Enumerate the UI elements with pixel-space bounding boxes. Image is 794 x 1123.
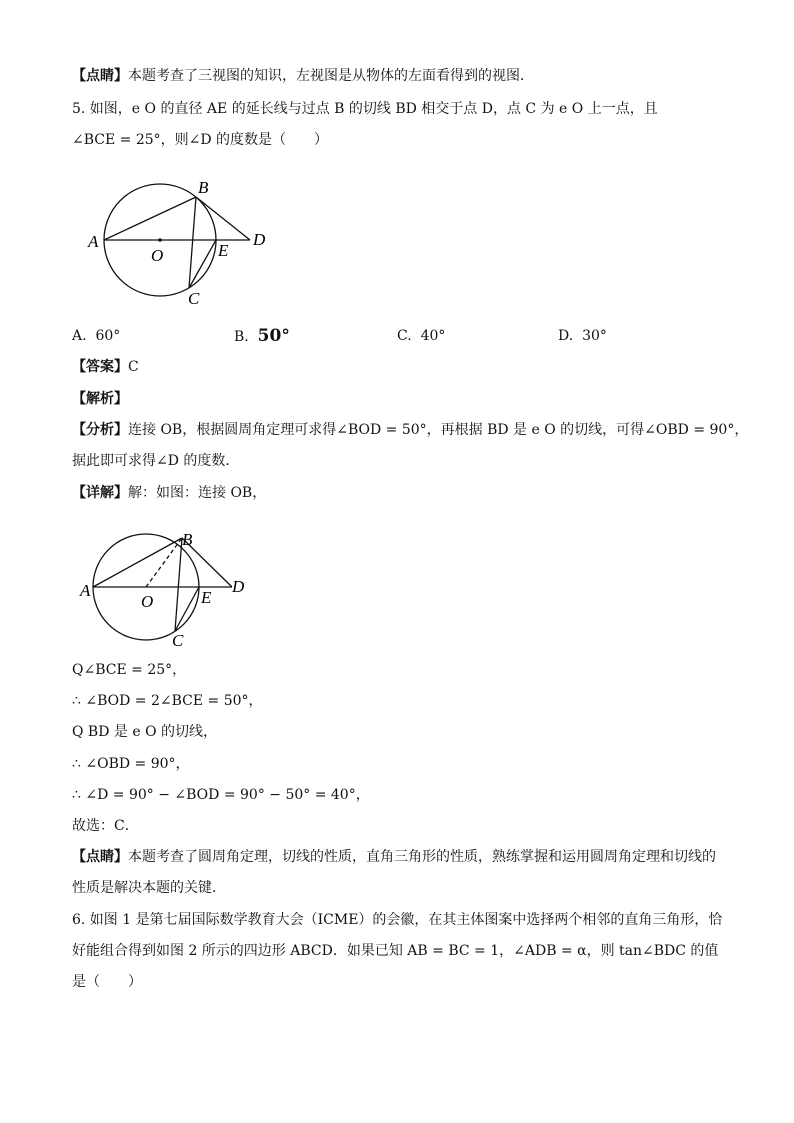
label-c: C	[188, 289, 200, 308]
segment-ce	[189, 240, 216, 288]
option-b-letter: B.	[234, 329, 249, 345]
dianjing-text: 本题考查了三视图的知识，左视图是从物体的左面看得到的视图．	[128, 68, 534, 84]
option-c-value: 40°	[420, 328, 446, 344]
dianjing-tag-2: 【点睛】	[72, 849, 128, 865]
answer-line	[72, 357, 139, 377]
answer-value: C	[128, 359, 139, 375]
fenxi-line1	[72, 420, 748, 440]
q5-stem-line1: 5. 如图，e O 的直径 AE 的延长线与过点 B 的切线 BD 相交于点 D，点 C 为 e O 上一点，且	[72, 101, 658, 117]
option-c[interactable]	[397, 326, 445, 346]
q6-stem-line2: 好能组合得到如图 2 所示的四边形 ABCD．如果已知 AB = BC = 1，∠ADB = α，则 tan∠BDC 的值	[72, 943, 719, 959]
analysis-tag: 【解析】	[72, 391, 128, 407]
label-c-2: C	[172, 631, 184, 650]
step-2: ∴ ∠BOD = 2∠BCE = 50°，	[72, 693, 263, 709]
dianjing-line2: 性质是解决本题的关键．	[72, 880, 226, 896]
label-d: D	[253, 230, 266, 249]
option-c-letter: C.	[397, 328, 412, 344]
step-4: ∴ ∠OBD = 90°，	[72, 756, 190, 772]
segment-bc	[189, 197, 196, 288]
segment-ob-dashed	[146, 538, 182, 587]
label-e: E	[218, 241, 229, 260]
dianjing-note	[72, 66, 534, 86]
xiangjie-line	[72, 483, 266, 503]
option-d-value: 30°	[582, 328, 607, 344]
q5-figure-1	[84, 174, 284, 310]
dianjing-line1	[72, 847, 716, 867]
label-b: B	[198, 178, 209, 197]
q5-options	[72, 326, 632, 348]
answer-tag: 【答案】	[72, 359, 128, 375]
q6-stem-line3: 是（ ）	[72, 974, 142, 990]
segment-bc-2	[175, 538, 182, 631]
label-a-2: A	[80, 581, 91, 600]
step-5: ∴ ∠D = 90° − ∠BOD = 90° − 50° = 40°，	[72, 787, 370, 803]
option-b-value: 50°	[257, 326, 290, 346]
xiangjie-tag: 【详解】	[72, 485, 128, 501]
q6-stem-line1: 6. 如图 1 是第七届国际数学教育大会（ICME）的会徽，在其主体图案中选择两个相邻的直角三角形，恰	[72, 912, 723, 928]
label-a: A	[88, 232, 99, 251]
segment-ab-2	[93, 538, 182, 587]
label-b-2: B	[182, 530, 193, 549]
dianjing-tag: 【点睛】	[72, 68, 128, 84]
label-o-2: O	[141, 592, 154, 611]
label-e-2: E	[201, 588, 212, 607]
option-a[interactable]	[72, 326, 120, 346]
option-d-letter: D.	[558, 328, 574, 344]
fenxi-text1: 连接 OB，根据圆周角定理可求得∠BOD = 50°，再根据 BD 是 e O 的切线，可得∠OBD = 90°，	[128, 422, 749, 438]
label-o: O	[151, 246, 164, 265]
segment-ce-2	[175, 587, 199, 631]
step-1: Q∠BCE = 25°，	[72, 662, 187, 678]
dianjing-text1: 本题考查了圆周角定理，切线的性质，直角三角形的性质，熟练掌握和运用圆周角定理和切线的	[128, 849, 716, 865]
analysis-line	[72, 389, 128, 409]
option-a-letter: A.	[72, 328, 87, 344]
xiangjie-text: 解：如图：连接 OB，	[128, 485, 267, 501]
center-dot	[158, 238, 162, 242]
label-d-2: D	[232, 577, 245, 596]
q5-stem-line2: ∠BCE = 25°，则∠D 的度数是（ ）	[72, 132, 329, 148]
option-b[interactable]	[234, 326, 290, 347]
step-6: 故选：C．	[72, 818, 139, 834]
option-a-value: 60°	[95, 328, 121, 344]
q5-figure-2	[74, 524, 264, 650]
option-d[interactable]	[558, 326, 607, 346]
segment-bd	[196, 197, 250, 240]
fenxi-tag: 【分析】	[72, 422, 128, 438]
step-3: Q BD 是 e O 的切线，	[72, 724, 218, 740]
fenxi-line2: 据此即可求得∠D 的度数．	[72, 453, 240, 469]
